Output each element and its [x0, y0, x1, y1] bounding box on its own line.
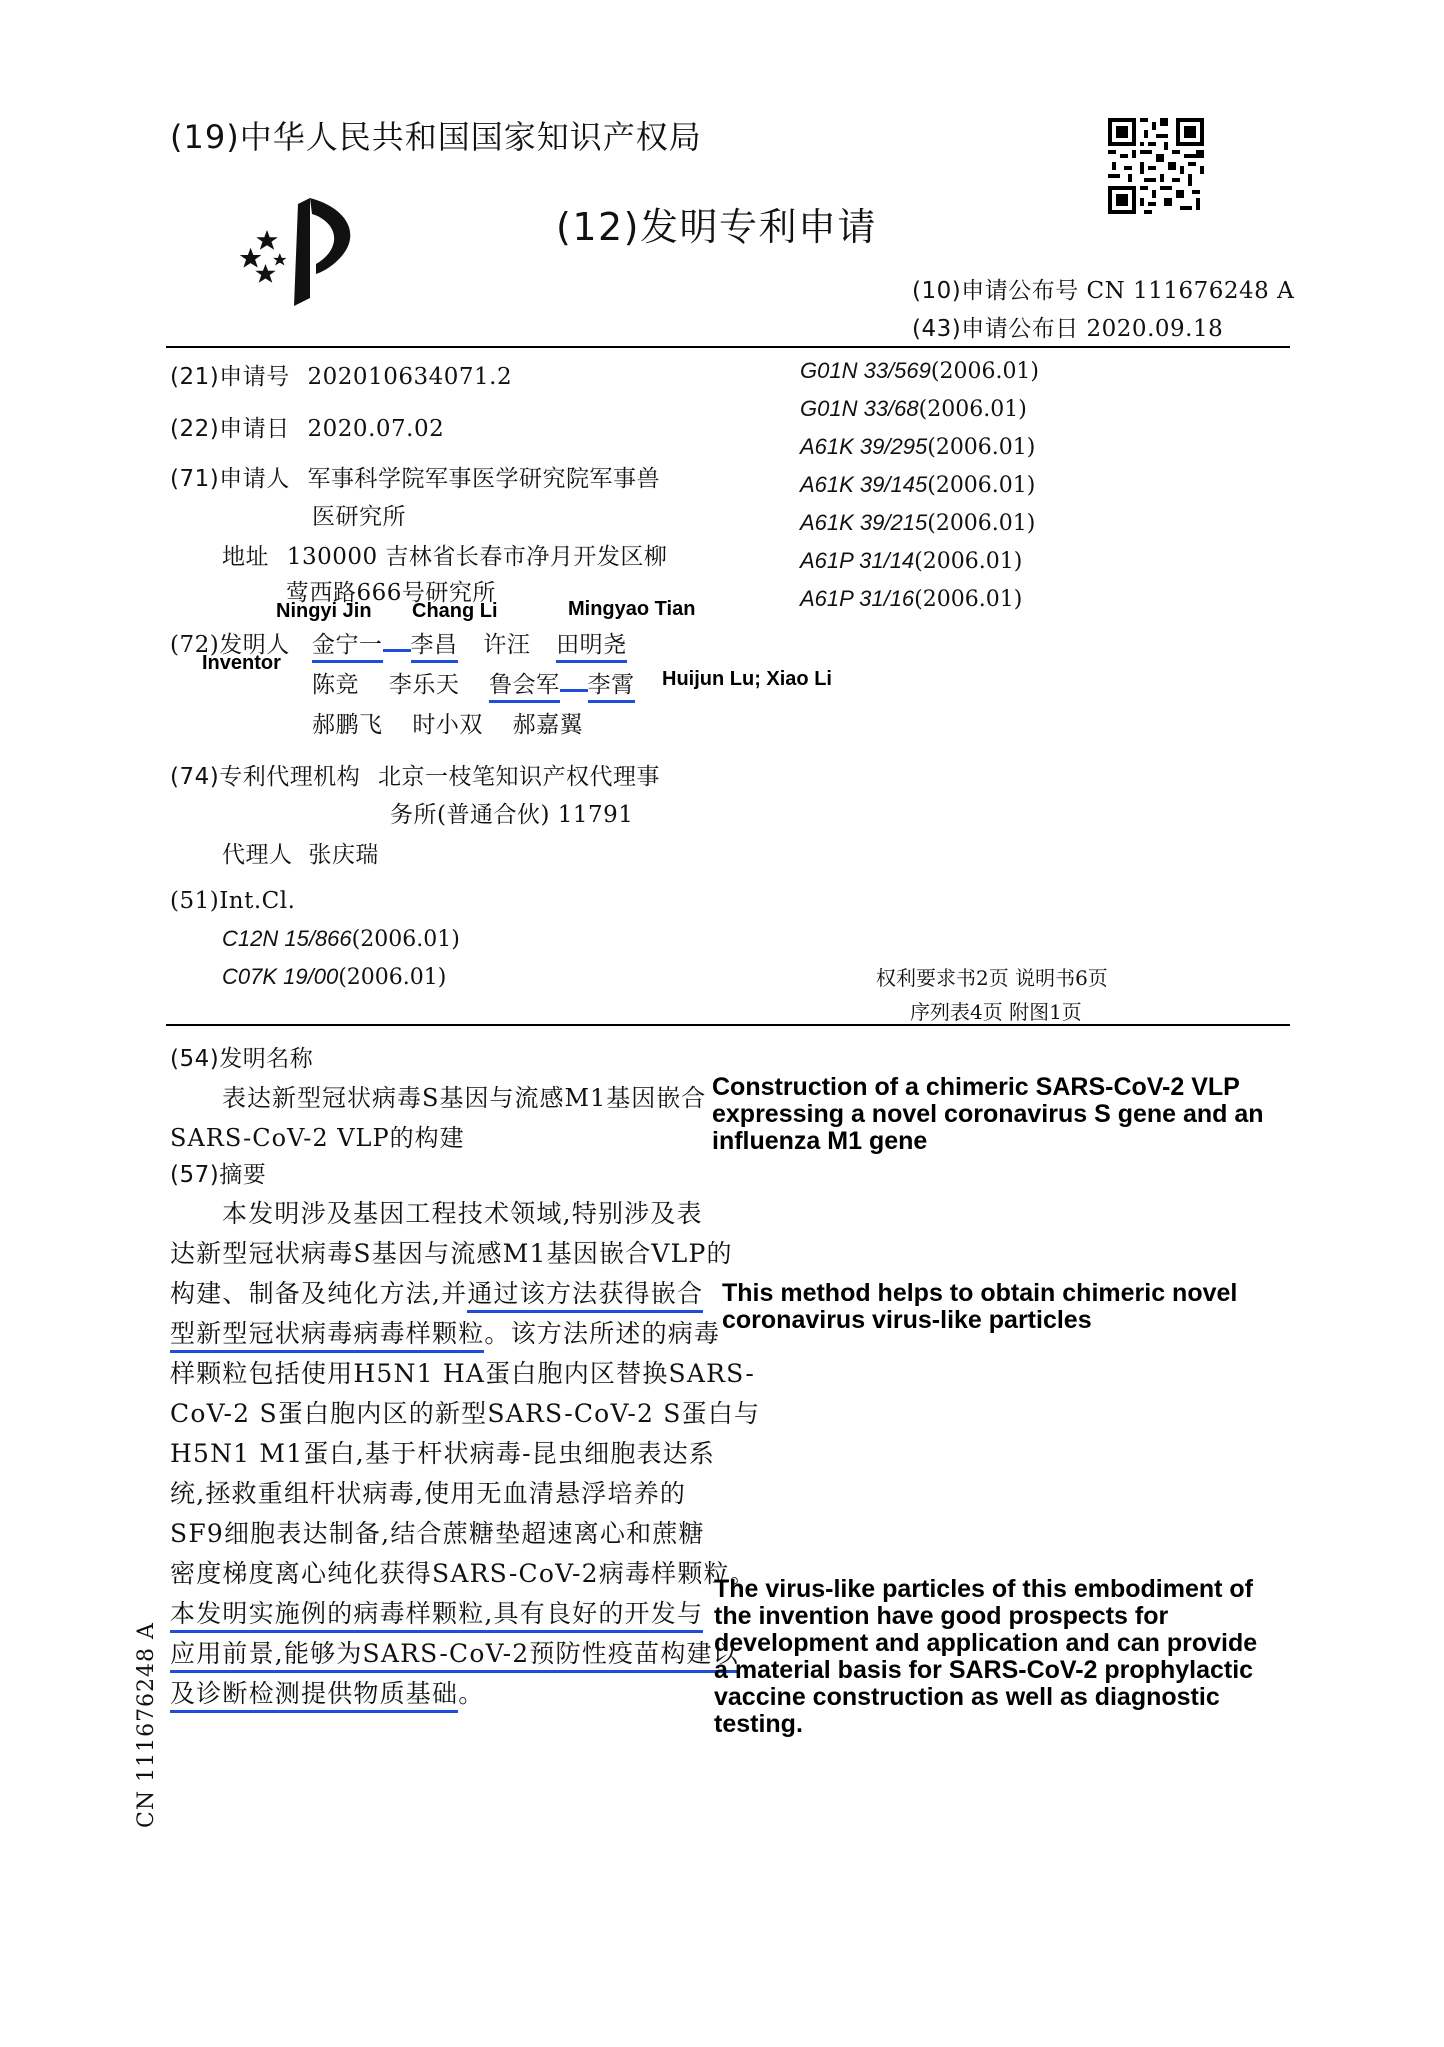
abstract-line: [170, 1594, 703, 1630]
intcl-version: (2006.01): [351, 927, 460, 952]
abstract-line: [170, 1674, 484, 1710]
office-name: (19)中华人民共和国国家知识产权局: [170, 118, 702, 156]
inventor-xu-wang: 许汪: [483, 632, 531, 658]
abstract-highlight: 型新型冠状病毒病毒样颗粒: [170, 1319, 484, 1353]
agent-field: [222, 836, 379, 869]
agency-label: (74)专利代理机构: [170, 764, 361, 790]
address-line1: 130000 吉林省长春市净月开发区柳: [286, 544, 668, 570]
abstract-text: 。: [458, 1679, 485, 1708]
abstract-line: [170, 1274, 703, 1310]
annotation-title-en-line: influenza M1 gene: [712, 1127, 928, 1155]
annotation-method-en-line: coronavirus virus-like particles: [722, 1306, 1092, 1334]
abstract-line: [170, 1634, 739, 1670]
annotation-mingyao: Mingyao Tian: [568, 598, 696, 620]
qr-code-icon: [1108, 118, 1204, 214]
annotation-title-en: [712, 1074, 1322, 1155]
section-rule: [166, 1024, 1290, 1026]
applicant-line1: 军事科学院军事医学研究院军事兽: [307, 466, 661, 492]
annotation-embodiment-en-line: development and application and can provide: [714, 1629, 1258, 1657]
abstract-line: H5N1 M1蛋白,基于杆状病毒-昆虫细胞表达系: [170, 1439, 716, 1468]
app-no-value: 202010634071.2: [307, 364, 513, 390]
address-line2: 莺西路666号研究所: [286, 580, 496, 606]
pub-date-value: 2020.09.18: [1086, 316, 1224, 342]
inventors-row1: [312, 626, 627, 659]
page-count-line2: 序列表4页 附图1页: [910, 1000, 1082, 1024]
pub-no-value: CN 111676248 A: [1086, 278, 1295, 304]
abstract-highlight: 本发明实施例的病毒样颗粒,具有良好的开发与: [170, 1599, 703, 1633]
page-count-line1: 权利要求书2页 说明书6页: [876, 966, 1108, 990]
annotation-title-en-line: expressing a novel coronavirus S gene and an: [712, 1100, 1264, 1128]
agency-field: [170, 758, 660, 791]
title-section-label: (54)发明名称: [170, 1046, 314, 1072]
intcl-version: (2006.01): [930, 359, 1040, 384]
intcl-code: C07K 19/00: [222, 964, 339, 989]
annotation-embodiment-en-line: the invention have good prospects for: [714, 1602, 1169, 1630]
intcl-version: (2006.01): [338, 965, 447, 990]
intcl-code: A61K 39/215: [800, 510, 928, 535]
annotation-ningyi: Ningyi Jin: [276, 600, 372, 622]
intcl-code: G01N 33/569: [800, 358, 931, 383]
intcl-code: A61P 31/16: [800, 586, 915, 611]
agent-label: 代理人: [222, 842, 293, 868]
intcl-version: (2006.01): [927, 435, 1036, 460]
intcl-right-6: [800, 586, 1022, 612]
inventor-hao-jiayi: 郝嘉翼: [512, 712, 584, 738]
inventor-label: (72)发明人: [170, 632, 290, 658]
agency-line2: 务所(普通合伙) 11791: [390, 802, 634, 828]
inventor-li-letian: 李乐天: [388, 672, 460, 698]
app-date-value: 2020.07.02: [307, 416, 445, 442]
inventor-lu-huijun: 鲁会军: [489, 672, 560, 703]
inventors-row3: [312, 706, 583, 739]
intcl-left-0: [222, 926, 460, 952]
applicant-line2: 医研究所: [312, 504, 406, 530]
intcl-code: A61K 39/145: [800, 472, 928, 497]
intcl-code: G01N 33/68: [800, 396, 919, 421]
side-publication-number: CN 111676248 A: [134, 1622, 159, 1828]
intcl-right-3: [800, 472, 1035, 498]
intcl-code: A61P 31/14: [800, 548, 915, 573]
address-label: 地址: [222, 544, 269, 570]
abstract-line: 统,拯救重组杆状病毒,使用无血清悬浮培养的: [170, 1479, 687, 1508]
address-field: [222, 538, 667, 571]
abstract-line: 密度梯度离心纯化获得SARS-CoV-2病毒样颗粒。: [170, 1559, 756, 1588]
inventor-chen-jing: 陈竞: [312, 672, 359, 698]
pub-no-field: [912, 272, 1294, 305]
intcl-version: (2006.01): [927, 473, 1036, 498]
pub-date-label: (43)申请公布日: [912, 316, 1079, 342]
intcl-right-4: [800, 510, 1035, 536]
annotation-method-en: [722, 1280, 1237, 1334]
intcl-label: (51)Int.Cl.: [170, 888, 296, 914]
header-rule: [166, 346, 1290, 348]
annotation-inventor: Inventor: [202, 652, 281, 674]
inventors-row2: [312, 666, 635, 699]
intcl-right-1: [800, 396, 1027, 422]
inventor-tian-mingyao: 田明尧: [556, 632, 627, 663]
invention-title-line2: SARS-CoV-2 VLP的构建: [170, 1124, 465, 1152]
intcl-version: (2006.01): [927, 511, 1036, 536]
abstract-text: 构建、制备及纯化方法,并: [170, 1279, 468, 1308]
pub-no-label: (10)申请公布号: [912, 278, 1079, 304]
applicant-label: (71)申请人: [170, 466, 290, 492]
abstract-line: 达新型冠状病毒S基因与流感M1基因嵌合VLP的: [170, 1239, 733, 1268]
annotation-embodiment-en-line: vaccine construction as well as diagnostic: [714, 1683, 1220, 1711]
abstract-line: [170, 1314, 720, 1350]
pub-date-field: [912, 310, 1223, 343]
inventor-li-chang: 李昌: [411, 632, 458, 663]
abstract-section-label: (57)摘要: [170, 1162, 267, 1188]
intcl-right-0: [800, 358, 1039, 384]
intcl-code: A61K 39/295: [800, 434, 928, 459]
abstract-text: 。该方法所述的病毒: [484, 1319, 721, 1348]
app-date-field: [170, 410, 444, 443]
annotation-changli: Chang Li: [412, 600, 498, 622]
annotation-method-en-line: This method helps to obtain chimeric novel: [722, 1279, 1238, 1307]
annotation-embodiment-en: [714, 1576, 1257, 1738]
agent-value: 张庆瑞: [308, 842, 379, 868]
abstract-highlight: 应用前景,能够为SARS-CoV-2预防性疫苗构建以: [170, 1639, 739, 1673]
abstract-line: 本发明涉及基因工程技术领域,特别涉及表: [222, 1199, 703, 1228]
annotation-embodiment-en-line: a material basis for SARS-CoV-2 prophylactic: [714, 1656, 1254, 1684]
document-type: (12)发明专利申请: [556, 205, 878, 249]
app-date-label: (22)申请日: [170, 416, 290, 442]
cnipa-logo-icon: [238, 198, 373, 306]
abstract-line: 样颗粒包括使用H5N1 HA蛋白胞内区替换SARS-: [170, 1359, 755, 1388]
intcl-version: (2006.01): [914, 549, 1023, 574]
intcl-right-5: [800, 548, 1022, 574]
applicant-field: [170, 460, 660, 493]
abstract-line: CoV-2 S蛋白胞内区的新型SARS-CoV-2 S蛋白与: [170, 1399, 761, 1428]
abstract-highlight: 通过该方法获得嵌合: [467, 1279, 703, 1313]
app-no-field: [170, 358, 512, 391]
intcl-right-2: [800, 434, 1035, 460]
intcl-left-1: [222, 964, 446, 990]
inventor-hao-pengfei: 郝鹏飞: [312, 712, 383, 738]
abstract-highlight: 及诊断检测提供物质基础: [170, 1679, 458, 1713]
agency-line1: 北京一枝笔知识产权代理事: [378, 764, 661, 790]
annotation-embodiment-en-line: The virus-like particles of this embodiment of: [714, 1575, 1253, 1603]
intcl-version: (2006.01): [914, 587, 1023, 612]
annotation-huijun: Huijun Lu; Xiao Li: [662, 668, 832, 690]
app-no-label: (21)申请号: [170, 364, 290, 390]
intcl-version: (2006.01): [918, 397, 1027, 422]
intcl-code: C12N 15/866: [222, 926, 352, 951]
invention-title-line1: 表达新型冠状病毒S基因与流感M1基因嵌合: [222, 1084, 707, 1112]
annotation-title-en-line: Construction of a chimeric SARS-CoV-2 VLP: [712, 1073, 1240, 1101]
annotation-embodiment-en-line: testing.: [714, 1710, 803, 1738]
abstract-line: SF9细胞表达制备,结合蔗糖垫超速离心和蔗糖: [170, 1519, 705, 1548]
inventor-li-xiao: 李霄: [588, 672, 635, 703]
inventor-shi-xiaoshuang: 时小双: [412, 712, 483, 738]
inventor-jin-ningyi: 金宁一: [312, 632, 383, 663]
